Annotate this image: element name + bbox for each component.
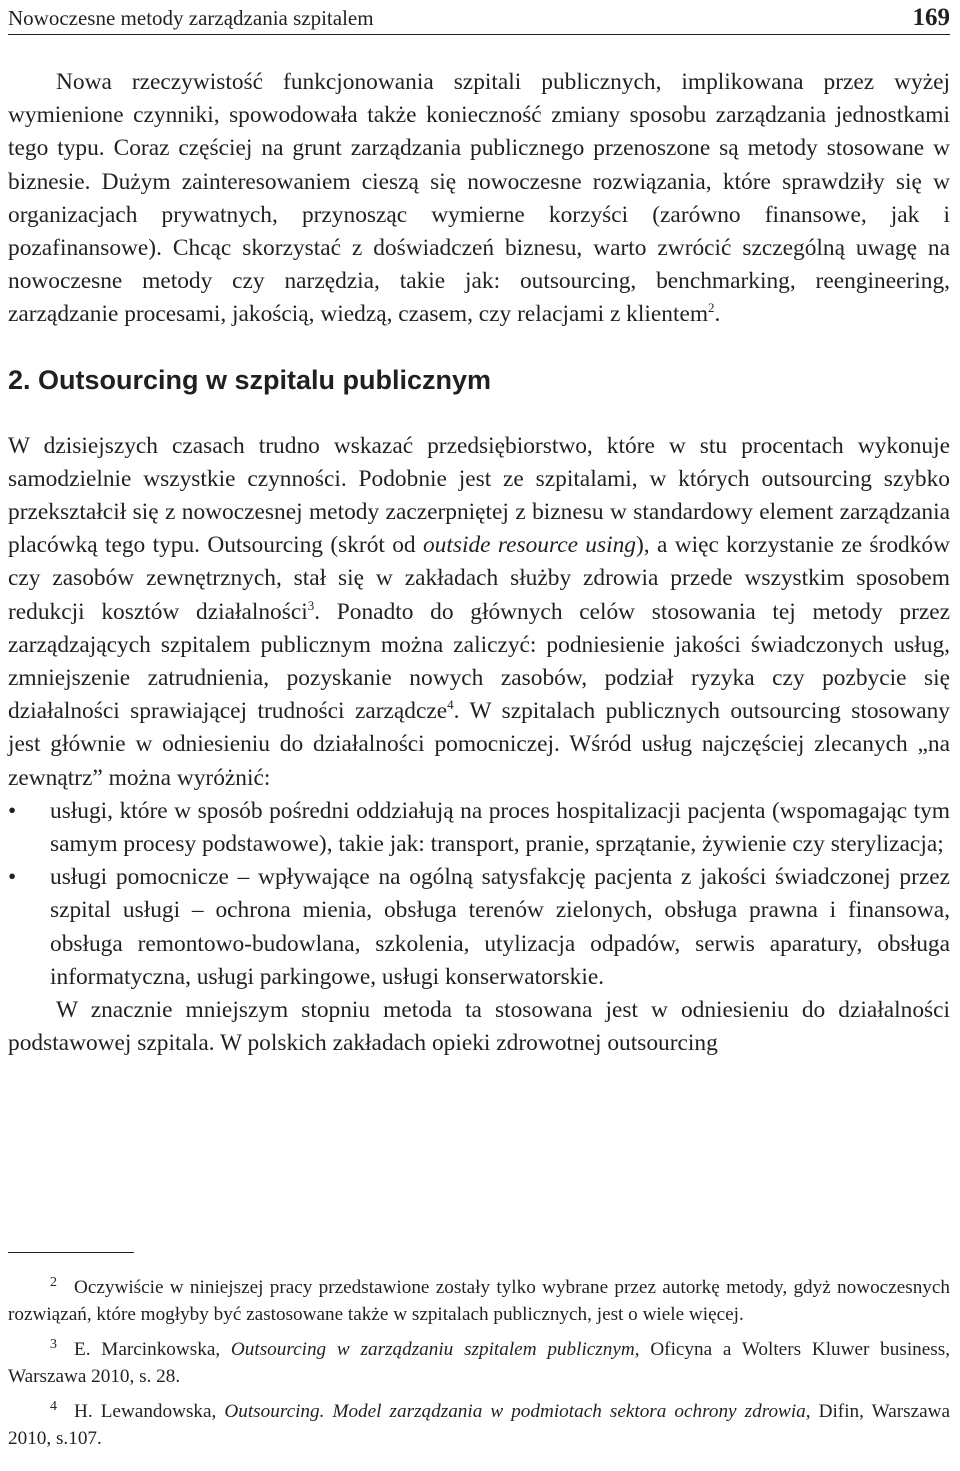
paragraph-intro-text: Nowa rzeczywistość funkcjonowania szpitali publicznych, implikowana przez wyżej wymienione czynniki, spowodowała także konieczność zmiany sposobu zarządzania jednostkami tego typu. Coraz częściej na grunt zarządzania publicznego przenoszone są metody stosowane w biznesie. Dużym zainteresowaniem cieszą się nowoczesne rozwiązania, które sprawdziły się w organizacjach prywatnych, przynosząc wymierne korzyści (zarówno finansowe, jak i pozafinansowe). Chcąc skorzystać z doświadczeń biznesu, warto zwrócić szczególną uwagę na nowoczesne metody czy narzędzia, takie jak: outsourcing, benchmarking, reengineering, zarządzanie procesami, jakością, wiedzą, czasem, czy relacjami z klientem bbox=[8, 69, 950, 328]
paragraph-closing: W znacznie mniejszym stopniu metoda ta stosowana jest w odniesieniu do działalności podstawowej szpitala. W polskich zakładach opieki zdrowotnej outsourcing bbox=[8, 997, 950, 1057]
footnote-divider bbox=[8, 1252, 134, 1253]
paragraph-outsourcing-part2: ), a więc korzystanie ze środków czy zasobów zewnętrznych, stał się w zakładach służby zdrowia przede wszystkim sposobem redukcji kosztów działalności bbox=[8, 532, 951, 625]
footnote-4: 4 H. Lewandowska, Outsourcing. Model zarządzania w podmiotach sektora ochrony zdrowia, Difin, Warszawa 2010, s.107. bbox=[8, 1398, 950, 1449]
paragraph-intro-end: . bbox=[714, 301, 721, 328]
paragraph-intro bbox=[8, 66, 950, 332]
page-number: 169 bbox=[912, 4, 950, 31]
footnote-ref-4[interactable]: 4 bbox=[447, 697, 454, 713]
footnote-text: Oczywiście w niniejszej pracy przedstawione zostały tylko wybrane przez autorkę metody, gdyż nowoczesnych rozwiązań, które mogłyby być zastosowane także w szpitalach publicznych, jest o wiele więcej. bbox=[8, 1277, 950, 1325]
footnote-title: Outsourcing. Model zarządzania w podmiotach sektora ochrony zdrowia bbox=[224, 1401, 806, 1423]
bullet-icon: • bbox=[8, 864, 17, 891]
paragraph-outsourcing bbox=[8, 430, 950, 795]
list-item-text: usługi pomocnicze – wpływające na ogólną satysfakcję pacjenta z jakości świadczonej przez szpital usługi – ochrona mienia, obsługa terenów zielonych, obsługa prawna i finansowa, obsługa remontowo-budowlana, szkolenia, utylizacja odpadów, serwis aparatury, obsługa informatyczna, usługi parkingowe, usługi konserwatorskie. bbox=[50, 864, 950, 990]
footnote-2: 2 Oczywiście w niniejszej pracy przedstawione zostały tylko wybrane przez autorkę metody, gdyż nowoczesnych rozwiązań, które mogłyby być zastosowane także w szpitalach publicznych, jest o wiele więcej. bbox=[8, 1274, 950, 1325]
list-item-text: usługi, które w sposób pośredni oddziałują na proces hospitalizacji pacjenta (wspomagając tym samym procesy podstawowe), takie jak: transport, pranie, sprzątanie, żywienie czy sterylizacja; bbox=[50, 797, 950, 858]
running-header bbox=[8, 0, 950, 35]
list-item bbox=[8, 861, 950, 994]
running-title: Nowoczesne metody zarządzania szpitalem bbox=[8, 6, 374, 30]
list-item bbox=[8, 795, 950, 861]
section-heading: 2. Outsourcing w szpitalu publicznym bbox=[8, 364, 492, 395]
paragraph-outsourcing-part4: . W szpitalach publicznych outsourcing stosowany jest głównie w odniesieniu do działalności pomocniczej. Wśród usług najczęściej zlecanych „na zewnątrz” można wyróżnić: bbox=[8, 698, 950, 791]
bullet-icon: • bbox=[8, 797, 17, 824]
services-list bbox=[8, 795, 950, 994]
footnote-ref-2[interactable]: 2 bbox=[708, 300, 715, 316]
footnote-3: 3 E. Marcinkowska, Outsourcing w zarządzaniu szpitalem publicznym, Oficyna a Wolters Kluwer business, Warszawa 2010, s. 28. bbox=[8, 1336, 950, 1387]
paragraph-outsourcing-part3: . Ponadto do głównych celów stosowania tej metody przez zarządzających szpitalem publicznym można zaliczyć: podniesienie jakości świadczonych usług, zmniejszenie zatrudnienia, pozyskanie nowych zasobów, podział ryzyka czy pozbycie się działalności sprawiającej trudności zarządcze bbox=[8, 598, 951, 725]
footnotes bbox=[8, 1275, 950, 1462]
footnote-title: Outsourcing w zarządzaniu szpitalem publicznym bbox=[230, 1339, 635, 1361]
paragraph-outsourcing-part1: W dzisiejszych czasach trudno wskazać przedsiębiorstwo, które w stu procentach wykonuje samodzielnie wszystkie czynności. Podobnie jest ze szpitalami, w których outsourcing szybko przekształcił się z nowoczesnej metody zaczerpniętej z biznesu w standardowy element zarządzania placówką tego typu. Outsourcing (skrót od bbox=[8, 432, 950, 559]
footnote-ref-3[interactable]: 3 bbox=[307, 597, 315, 613]
footnote-publisher: , Oficyna a Wolters Kluwer business, Warszawa 2010, s. 28. bbox=[8, 1339, 950, 1387]
footnote-author: H. Lewandowska, bbox=[74, 1401, 225, 1423]
footnote-publisher: , Difin, Warszawa 2010, s.107. bbox=[8, 1401, 950, 1449]
footnote-author: E. Marcinkowska, bbox=[74, 1339, 231, 1361]
paragraph-outsourcing-italic: outside resource using bbox=[422, 532, 636, 559]
main-text bbox=[8, 66, 950, 1060]
